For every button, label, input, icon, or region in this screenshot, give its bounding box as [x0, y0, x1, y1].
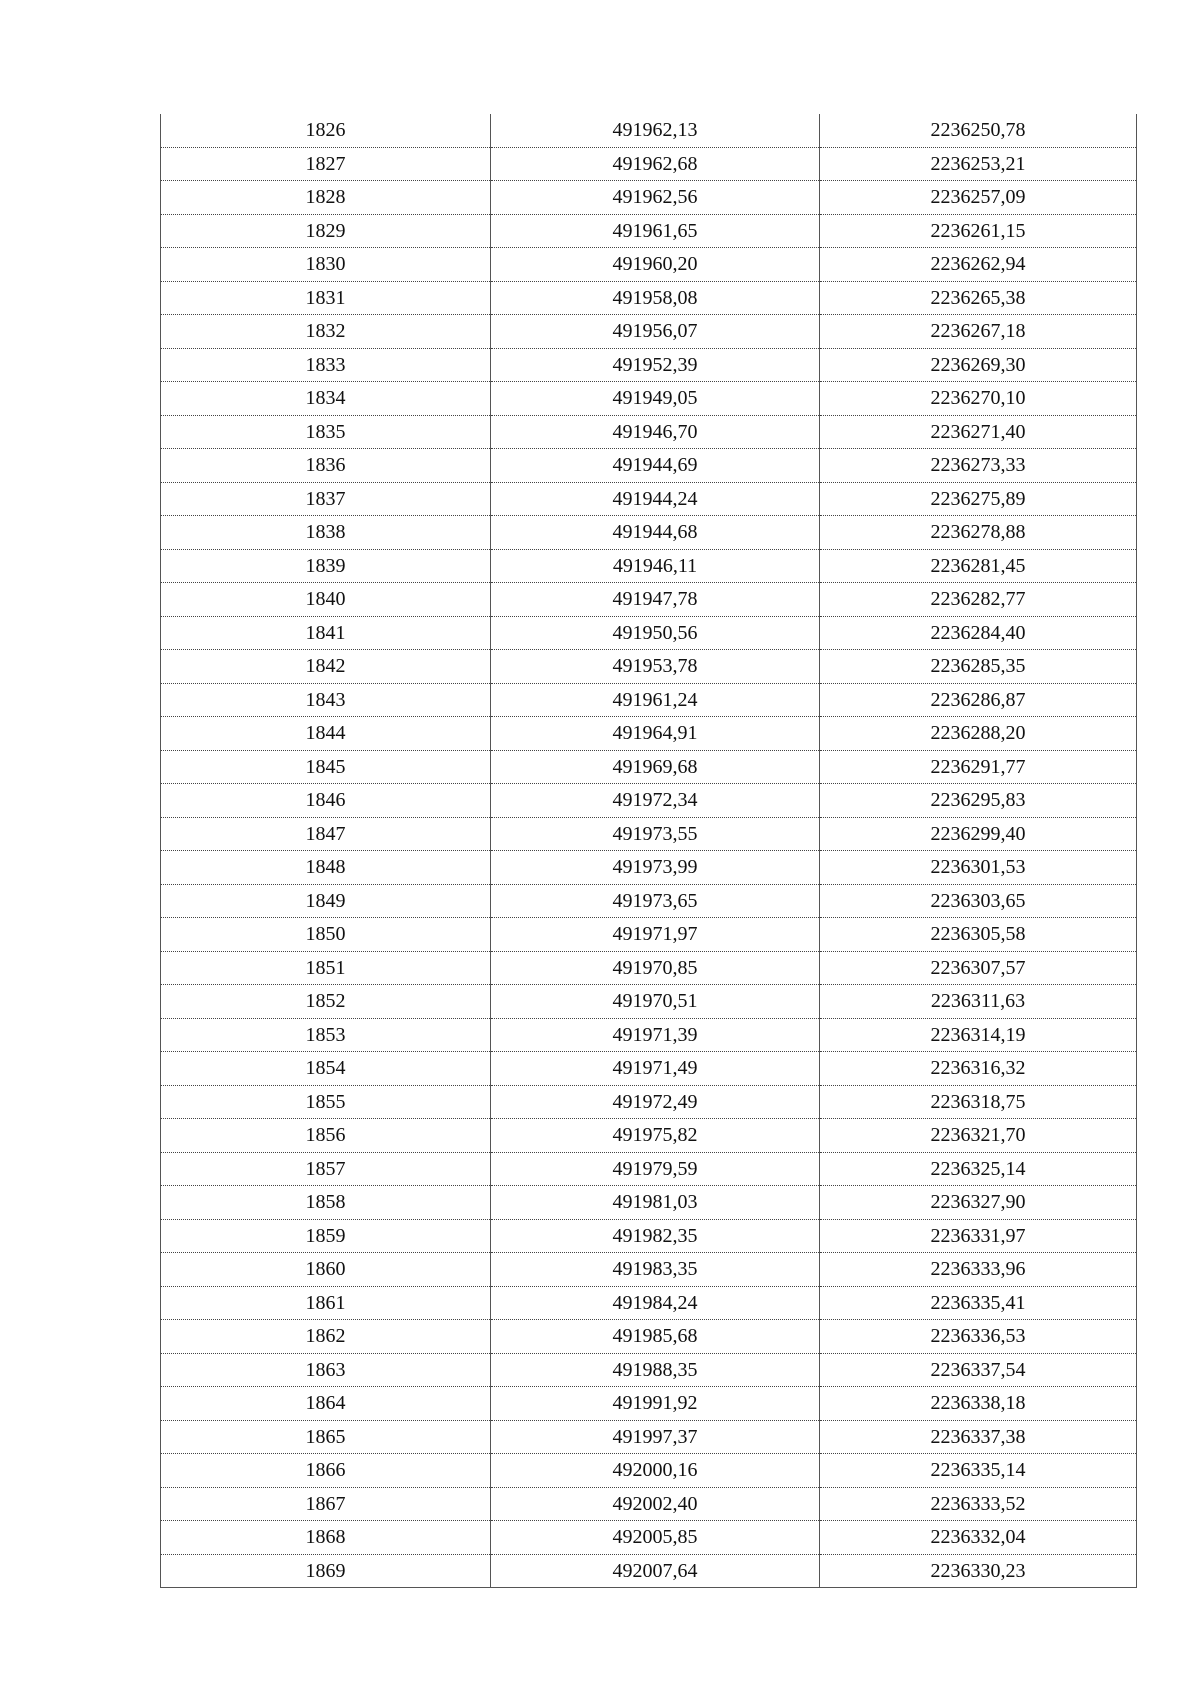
x-coordinate-cell: 491973,99 — [491, 851, 820, 885]
table-row — [161, 1186, 1137, 1220]
x-coordinate-cell: 491997,37 — [491, 1420, 820, 1454]
x-coordinate-cell: 491973,55 — [491, 817, 820, 851]
point-number-cell: 1828 — [161, 181, 491, 215]
table-row — [161, 1320, 1137, 1354]
y-coordinate-cell: 2236286,87 — [820, 683, 1137, 717]
point-number-cell: 1866 — [161, 1454, 491, 1488]
table-row — [161, 248, 1137, 282]
point-number-cell: 1844 — [161, 717, 491, 751]
y-coordinate-cell: 2236305,58 — [820, 918, 1137, 952]
table-row — [161, 650, 1137, 684]
table-row — [161, 147, 1137, 181]
x-coordinate-cell: 491950,56 — [491, 616, 820, 650]
table-row — [161, 1253, 1137, 1287]
y-coordinate-cell: 2236337,38 — [820, 1420, 1137, 1454]
y-coordinate-cell: 2236333,96 — [820, 1253, 1137, 1287]
point-number-cell: 1847 — [161, 817, 491, 851]
table-row — [161, 583, 1137, 617]
table-row — [161, 1554, 1137, 1588]
point-number-cell: 1838 — [161, 516, 491, 550]
y-coordinate-cell: 2236295,83 — [820, 784, 1137, 818]
x-coordinate-cell: 491958,08 — [491, 281, 820, 315]
x-coordinate-cell: 491964,91 — [491, 717, 820, 751]
point-number-cell: 1845 — [161, 750, 491, 784]
x-coordinate-cell: 491944,69 — [491, 449, 820, 483]
table-row — [161, 415, 1137, 449]
y-coordinate-cell: 2236270,10 — [820, 382, 1137, 416]
table-row — [161, 1454, 1137, 1488]
point-number-cell: 1849 — [161, 884, 491, 918]
table-row — [161, 1420, 1137, 1454]
point-number-cell: 1850 — [161, 918, 491, 952]
point-number-cell: 1868 — [161, 1521, 491, 1555]
point-number-cell: 1858 — [161, 1186, 491, 1220]
y-coordinate-cell: 2236288,20 — [820, 717, 1137, 751]
y-coordinate-cell: 2236331,97 — [820, 1219, 1137, 1253]
x-coordinate-cell: 491971,39 — [491, 1018, 820, 1052]
point-number-cell: 1867 — [161, 1487, 491, 1521]
y-coordinate-cell: 2236291,77 — [820, 750, 1137, 784]
coordinates-table — [160, 114, 1137, 1588]
x-coordinate-cell: 491953,78 — [491, 650, 820, 684]
table-row — [161, 784, 1137, 818]
table-row — [161, 482, 1137, 516]
x-coordinate-cell: 491969,68 — [491, 750, 820, 784]
table-row — [161, 516, 1137, 550]
x-coordinate-cell: 491946,70 — [491, 415, 820, 449]
y-coordinate-cell: 2236271,40 — [820, 415, 1137, 449]
y-coordinate-cell: 2236261,15 — [820, 214, 1137, 248]
point-number-cell: 1834 — [161, 382, 491, 416]
point-number-cell: 1827 — [161, 147, 491, 181]
point-number-cell: 1869 — [161, 1554, 491, 1588]
x-coordinate-cell: 491952,39 — [491, 348, 820, 382]
table-row — [161, 1018, 1137, 1052]
x-coordinate-cell: 491971,97 — [491, 918, 820, 952]
y-coordinate-cell: 2236253,21 — [820, 147, 1137, 181]
y-coordinate-cell: 2236330,23 — [820, 1554, 1137, 1588]
point-number-cell: 1846 — [161, 784, 491, 818]
y-coordinate-cell: 2236299,40 — [820, 817, 1137, 851]
point-number-cell: 1842 — [161, 650, 491, 684]
point-number-cell: 1857 — [161, 1152, 491, 1186]
x-coordinate-cell: 491973,65 — [491, 884, 820, 918]
point-number-cell: 1853 — [161, 1018, 491, 1052]
point-number-cell: 1863 — [161, 1353, 491, 1387]
point-number-cell: 1829 — [161, 214, 491, 248]
x-coordinate-cell: 491982,35 — [491, 1219, 820, 1253]
table-row — [161, 1119, 1137, 1153]
table-row — [161, 750, 1137, 784]
x-coordinate-cell: 491988,35 — [491, 1353, 820, 1387]
y-coordinate-cell: 2236262,94 — [820, 248, 1137, 282]
y-coordinate-cell: 2236325,14 — [820, 1152, 1137, 1186]
point-number-cell: 1835 — [161, 415, 491, 449]
y-coordinate-cell: 2236250,78 — [820, 114, 1137, 147]
y-coordinate-cell: 2236318,75 — [820, 1085, 1137, 1119]
table-row — [161, 348, 1137, 382]
x-coordinate-cell: 491971,49 — [491, 1052, 820, 1086]
coordinates-table-body — [161, 114, 1137, 1588]
point-number-cell: 1843 — [161, 683, 491, 717]
y-coordinate-cell: 2236284,40 — [820, 616, 1137, 650]
table-row — [161, 717, 1137, 751]
x-coordinate-cell: 491962,13 — [491, 114, 820, 147]
y-coordinate-cell: 2236311,63 — [820, 985, 1137, 1019]
y-coordinate-cell: 2236307,57 — [820, 951, 1137, 985]
x-coordinate-cell: 491949,05 — [491, 382, 820, 416]
table-row — [161, 918, 1137, 952]
x-coordinate-cell: 492002,40 — [491, 1487, 820, 1521]
point-number-cell: 1854 — [161, 1052, 491, 1086]
x-coordinate-cell: 492000,16 — [491, 1454, 820, 1488]
table-row — [161, 1085, 1137, 1119]
point-number-cell: 1852 — [161, 985, 491, 1019]
x-coordinate-cell: 491983,35 — [491, 1253, 820, 1287]
x-coordinate-cell: 491975,82 — [491, 1119, 820, 1153]
table-row — [161, 1219, 1137, 1253]
table-row — [161, 449, 1137, 483]
point-number-cell: 1837 — [161, 482, 491, 516]
table-row — [161, 281, 1137, 315]
y-coordinate-cell: 2236316,32 — [820, 1052, 1137, 1086]
x-coordinate-cell: 492005,85 — [491, 1521, 820, 1555]
point-number-cell: 1856 — [161, 1119, 491, 1153]
table-row — [161, 1052, 1137, 1086]
y-coordinate-cell: 2236332,04 — [820, 1521, 1137, 1555]
table-row — [161, 1387, 1137, 1421]
point-number-cell: 1826 — [161, 114, 491, 147]
y-coordinate-cell: 2236285,35 — [820, 650, 1137, 684]
point-number-cell: 1836 — [161, 449, 491, 483]
point-number-cell: 1865 — [161, 1420, 491, 1454]
y-coordinate-cell: 2236273,33 — [820, 449, 1137, 483]
y-coordinate-cell: 2236301,53 — [820, 851, 1137, 885]
point-number-cell: 1861 — [161, 1286, 491, 1320]
point-number-cell: 1859 — [161, 1219, 491, 1253]
point-number-cell: 1860 — [161, 1253, 491, 1287]
x-coordinate-cell: 491944,68 — [491, 516, 820, 550]
y-coordinate-cell: 2236303,65 — [820, 884, 1137, 918]
table-row — [161, 817, 1137, 851]
table-row — [161, 851, 1137, 885]
y-coordinate-cell: 2236257,09 — [820, 181, 1137, 215]
table-row — [161, 884, 1137, 918]
point-number-cell: 1841 — [161, 616, 491, 650]
point-number-cell: 1851 — [161, 951, 491, 985]
table-row — [161, 315, 1137, 349]
y-coordinate-cell: 2236321,70 — [820, 1119, 1137, 1153]
table-row — [161, 114, 1137, 147]
table-row — [161, 382, 1137, 416]
table-row — [161, 1521, 1137, 1555]
y-coordinate-cell: 2236267,18 — [820, 315, 1137, 349]
point-number-cell: 1840 — [161, 583, 491, 617]
y-coordinate-cell: 2236265,38 — [820, 281, 1137, 315]
table-row — [161, 1152, 1137, 1186]
y-coordinate-cell: 2236282,77 — [820, 583, 1137, 617]
x-coordinate-cell: 491962,68 — [491, 147, 820, 181]
x-coordinate-cell: 491961,65 — [491, 214, 820, 248]
x-coordinate-cell: 492007,64 — [491, 1554, 820, 1588]
point-number-cell: 1855 — [161, 1085, 491, 1119]
y-coordinate-cell: 2236314,19 — [820, 1018, 1137, 1052]
x-coordinate-cell: 491991,92 — [491, 1387, 820, 1421]
x-coordinate-cell: 491944,24 — [491, 482, 820, 516]
point-number-cell: 1848 — [161, 851, 491, 885]
x-coordinate-cell: 491984,24 — [491, 1286, 820, 1320]
y-coordinate-cell: 2236335,14 — [820, 1454, 1137, 1488]
x-coordinate-cell: 491970,85 — [491, 951, 820, 985]
y-coordinate-cell: 2236333,52 — [820, 1487, 1137, 1521]
point-number-cell: 1862 — [161, 1320, 491, 1354]
point-number-cell: 1839 — [161, 549, 491, 583]
table-row — [161, 214, 1137, 248]
point-number-cell: 1832 — [161, 315, 491, 349]
y-coordinate-cell: 2236269,30 — [820, 348, 1137, 382]
x-coordinate-cell: 491972,34 — [491, 784, 820, 818]
x-coordinate-cell: 491956,07 — [491, 315, 820, 349]
y-coordinate-cell: 2236281,45 — [820, 549, 1137, 583]
y-coordinate-cell: 2236335,41 — [820, 1286, 1137, 1320]
x-coordinate-cell: 491960,20 — [491, 248, 820, 282]
table-row — [161, 1353, 1137, 1387]
y-coordinate-cell: 2236278,88 — [820, 516, 1137, 550]
y-coordinate-cell: 2236275,89 — [820, 482, 1137, 516]
table-row — [161, 951, 1137, 985]
table-row — [161, 616, 1137, 650]
x-coordinate-cell: 491947,78 — [491, 583, 820, 617]
table-row — [161, 549, 1137, 583]
y-coordinate-cell: 2236337,54 — [820, 1353, 1137, 1387]
point-number-cell: 1864 — [161, 1387, 491, 1421]
x-coordinate-cell: 491981,03 — [491, 1186, 820, 1220]
x-coordinate-cell: 491970,51 — [491, 985, 820, 1019]
x-coordinate-cell: 491961,24 — [491, 683, 820, 717]
x-coordinate-cell: 491946,11 — [491, 549, 820, 583]
table-row — [161, 985, 1137, 1019]
x-coordinate-cell: 491985,68 — [491, 1320, 820, 1354]
point-number-cell: 1833 — [161, 348, 491, 382]
x-coordinate-cell: 491962,56 — [491, 181, 820, 215]
y-coordinate-cell: 2236327,90 — [820, 1186, 1137, 1220]
x-coordinate-cell: 491979,59 — [491, 1152, 820, 1186]
point-number-cell: 1831 — [161, 281, 491, 315]
table-row — [161, 181, 1137, 215]
table-row — [161, 683, 1137, 717]
y-coordinate-cell: 2236336,53 — [820, 1320, 1137, 1354]
x-coordinate-cell: 491972,49 — [491, 1085, 820, 1119]
table-row — [161, 1487, 1137, 1521]
point-number-cell: 1830 — [161, 248, 491, 282]
y-coordinate-cell: 2236338,18 — [820, 1387, 1137, 1421]
table-row — [161, 1286, 1137, 1320]
